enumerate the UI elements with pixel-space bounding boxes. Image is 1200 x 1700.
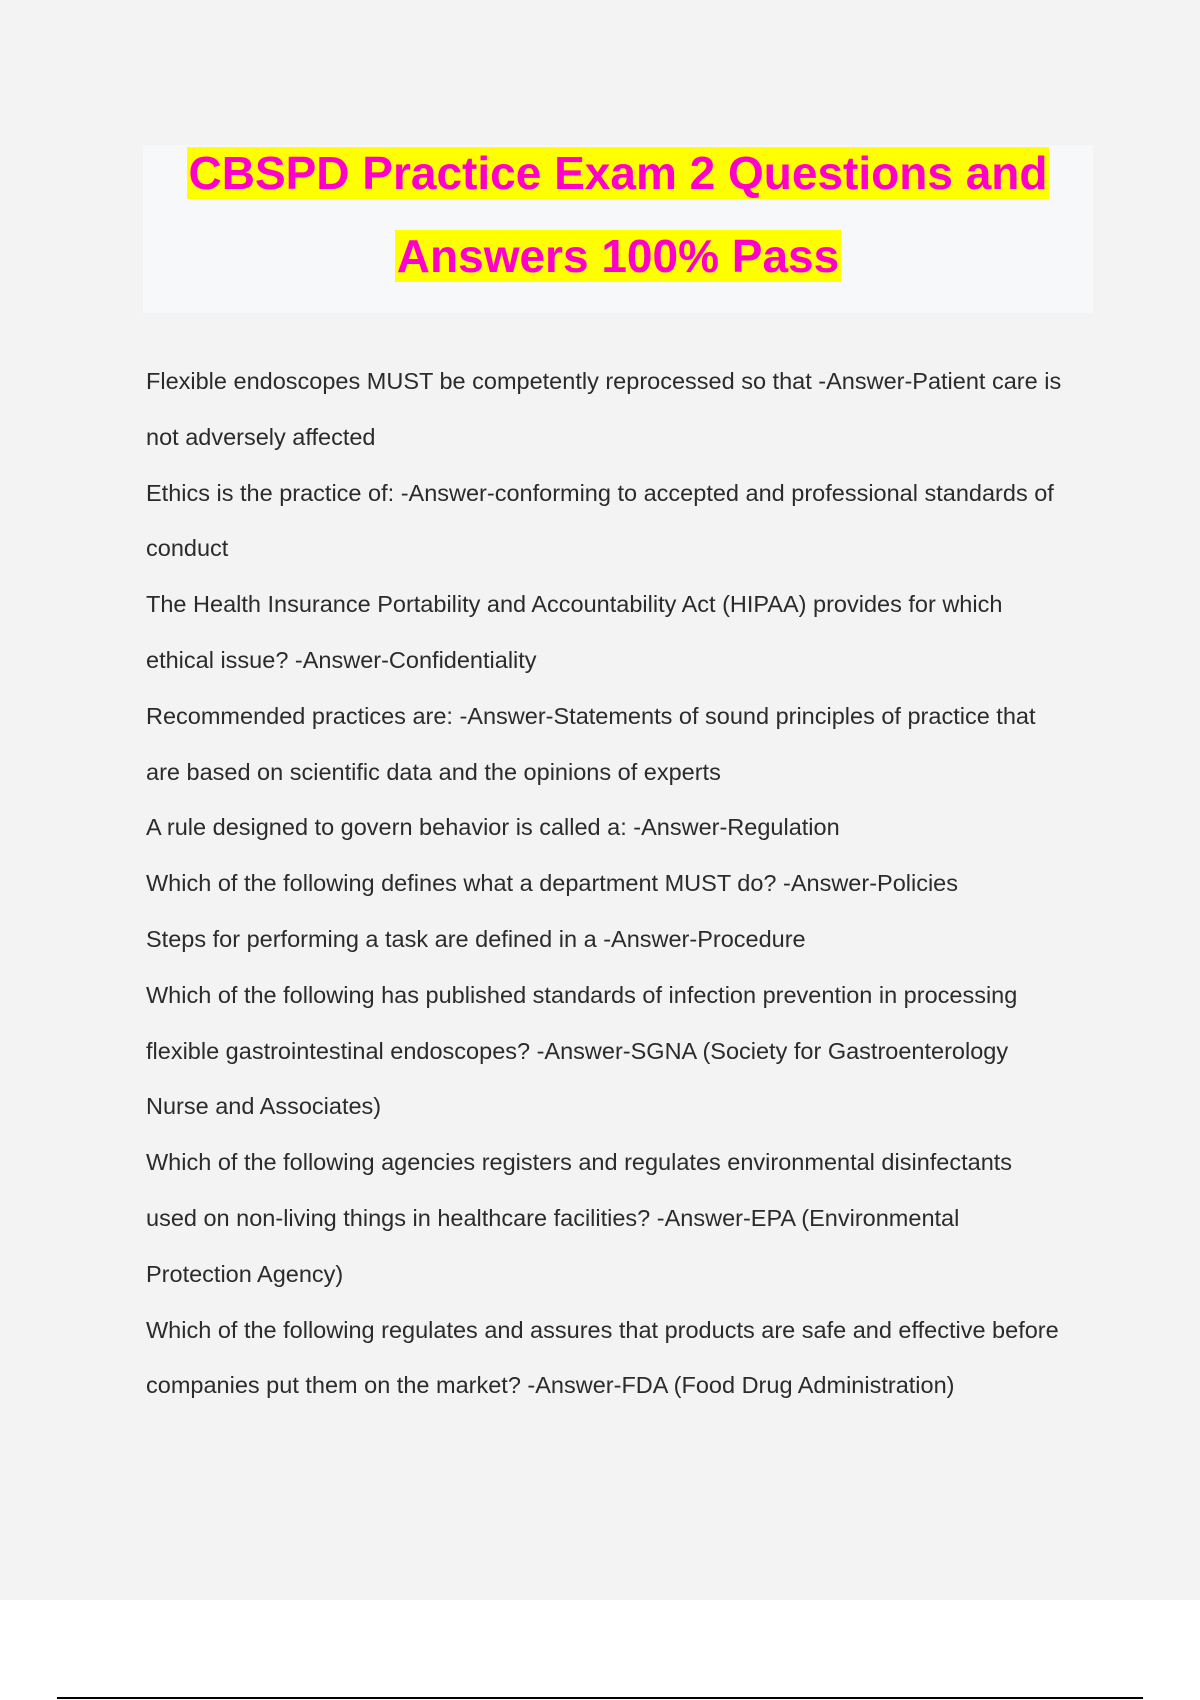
title-line-1 <box>143 145 1093 201</box>
qa-item: Which of the following has published standards of infection prevention in processing flexible gastrointestinal endoscopes? -Answer-SGNA (Society for Gastroenterology Nurse and Associates) <box>146 981 1018 1120</box>
footer-divider <box>57 1697 1143 1699</box>
qa-item: Which of the following defines what a department MUST do? -Answer-Policies <box>146 870 959 897</box>
title-block <box>143 145 1093 313</box>
qa-item: Steps for performing a task are defined in a -Answer-Procedure <box>146 925 806 952</box>
qa-item: Which of the following agencies registers and regulates environmental disinfectants used on non-living things in healthcare facilities? -Answer-EPA (Environmental Protection Agency) <box>146 1149 1013 1287</box>
document-title-part-2: Answers 100% Pass <box>396 230 840 282</box>
title-line-2 <box>143 228 1093 284</box>
qa-item: Flexible endoscopes MUST be competently reprocessed so that -Answer-Patient care is not adversely affected <box>146 368 1062 450</box>
document-title-part-1: CBSPD Practice Exam 2 Questions and <box>188 147 1048 199</box>
qa-list <box>146 354 1106 1414</box>
qa-item: A rule designed to govern behavior is called a: -Answer-Regulation <box>146 814 840 841</box>
qa-item: Recommended practices are: -Answer-Statements of sound principles of practice that are based on scientific data and the opinions of experts <box>146 702 1036 785</box>
qa-item: Which of the following regulates and assures that products are safe and effective before companies put them on the market? -Answer-FDA (Food Drug Administration) <box>146 1316 1059 1399</box>
qa-item: Ethics is the practice of: -Answer-conforming to accepted and professional standards of conduct <box>146 479 1054 562</box>
qa-item: The Health Insurance Portability and Accountability Act (HIPAA) provides for which ethical issue? -Answer-Confidentiality <box>146 591 1003 673</box>
